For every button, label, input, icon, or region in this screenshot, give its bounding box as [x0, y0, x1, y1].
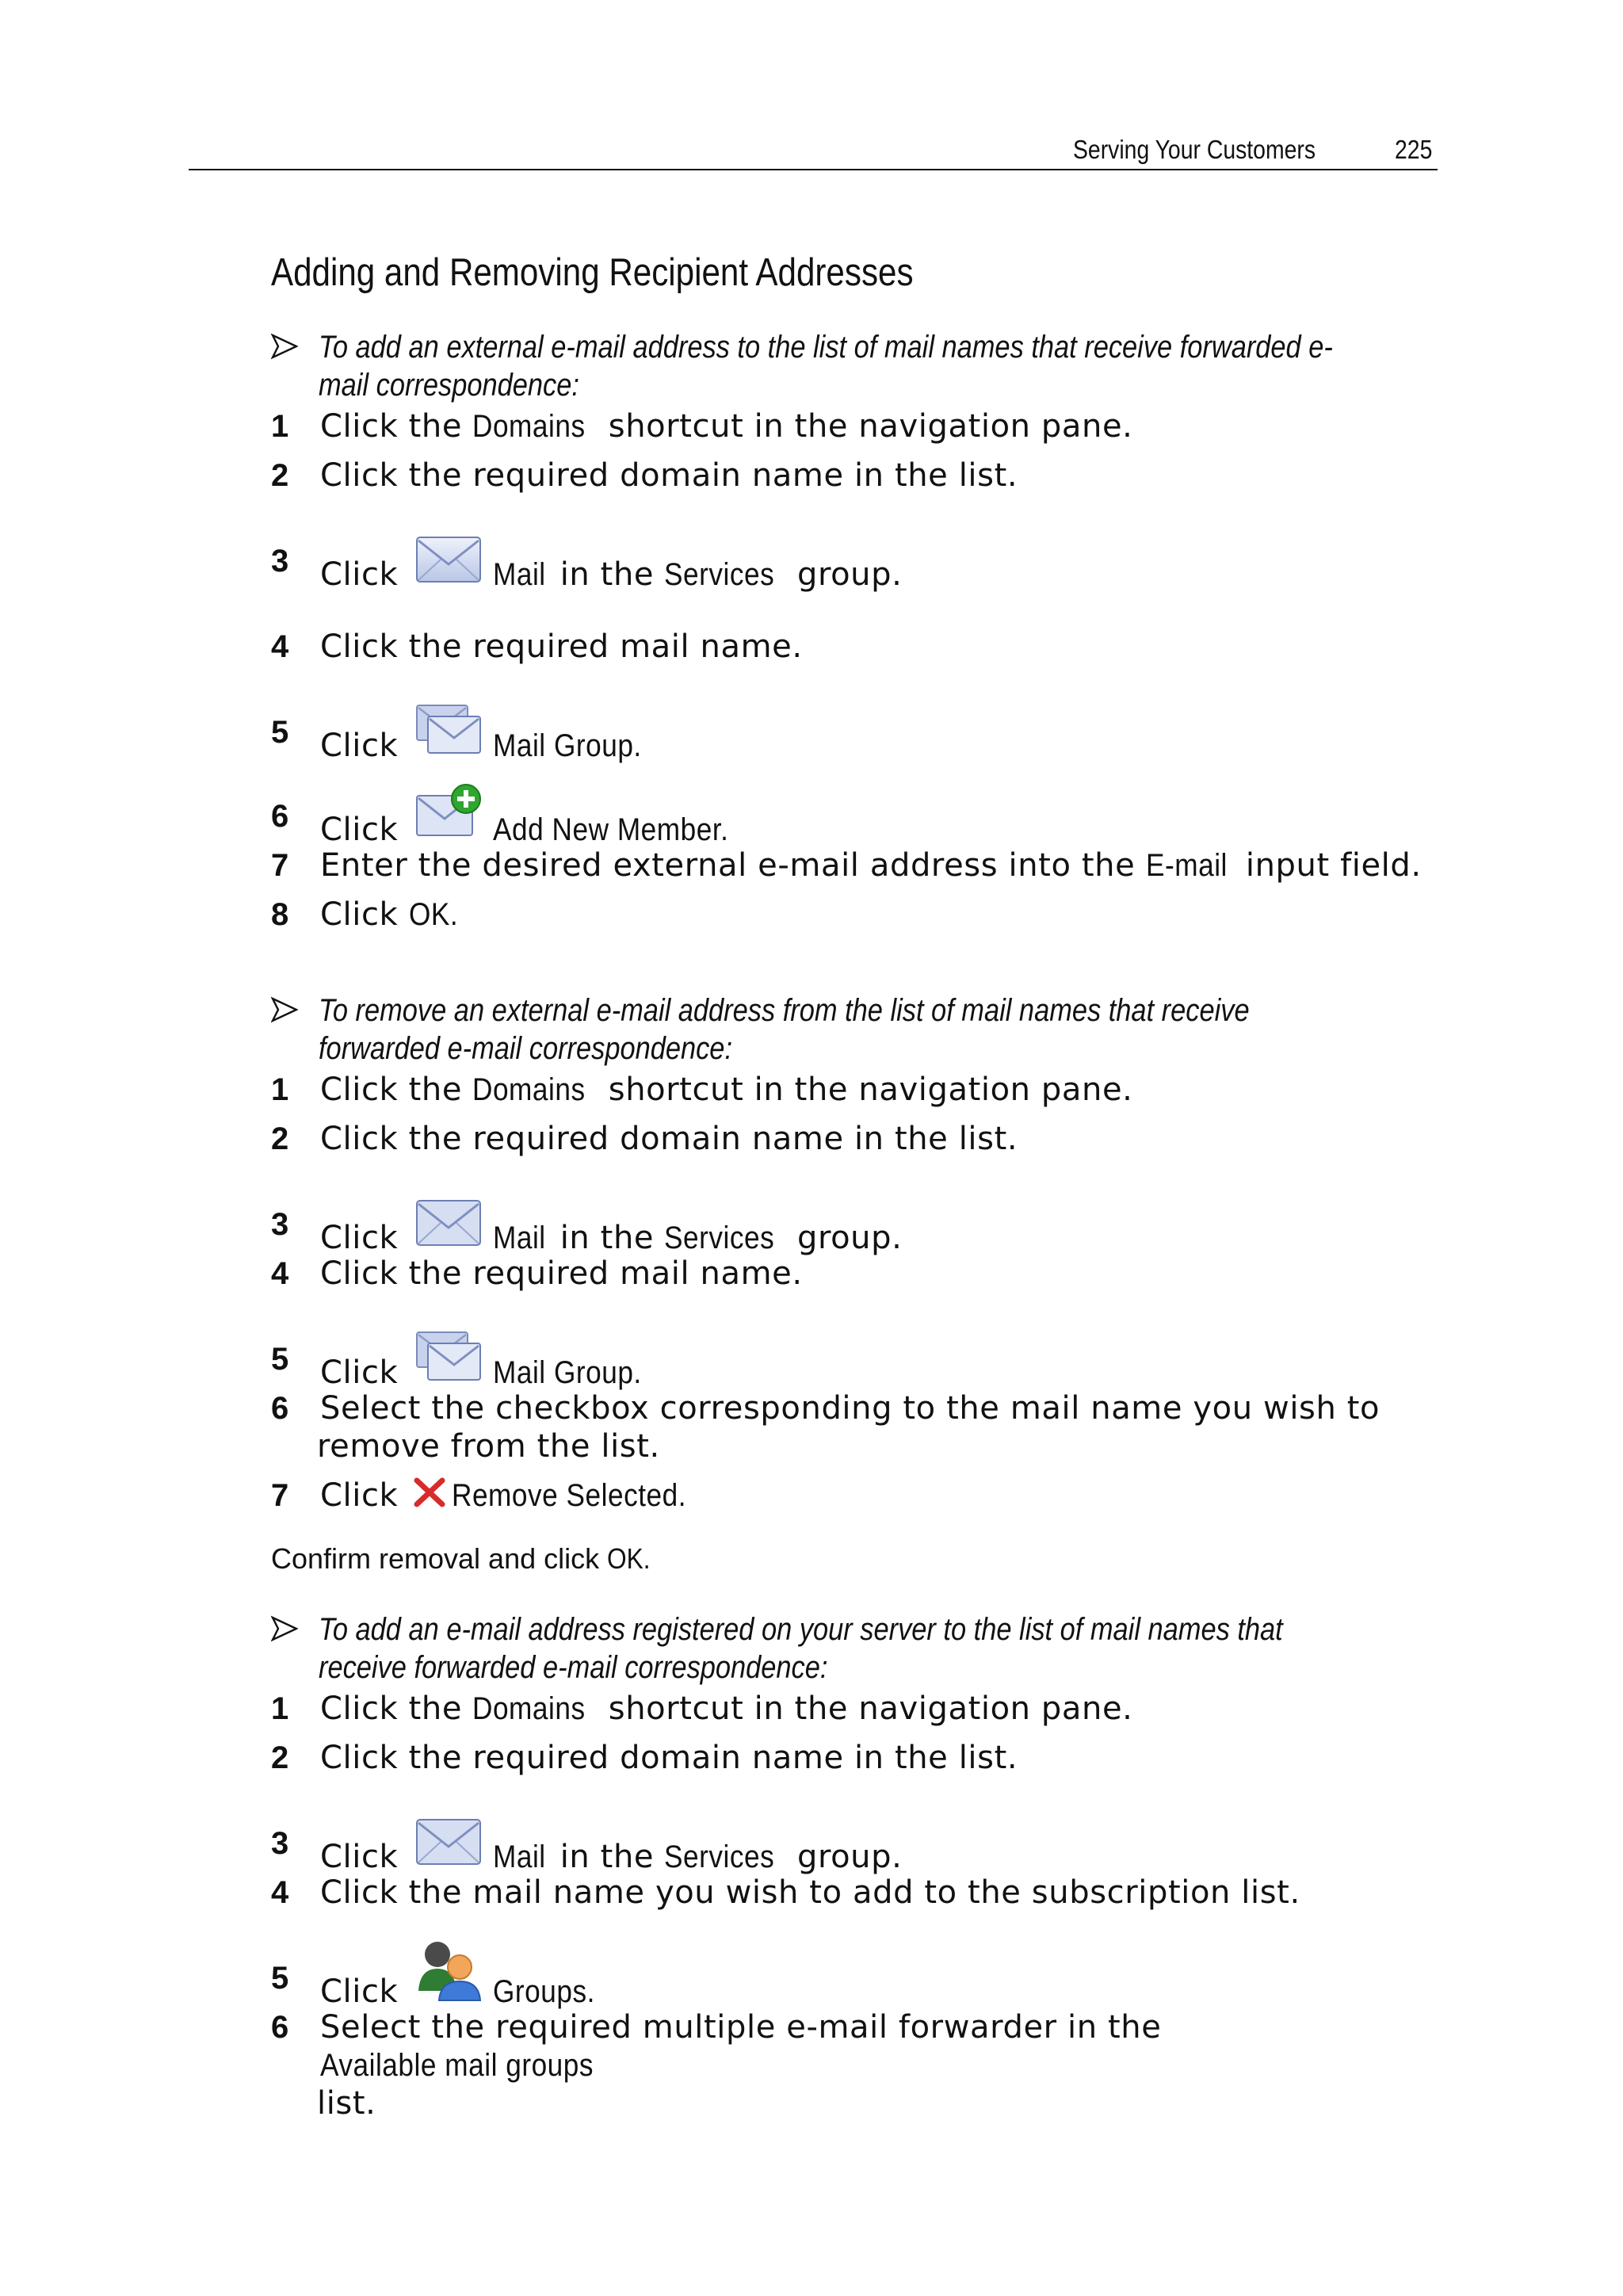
step — [271, 1739, 1436, 1788]
step — [271, 1874, 1436, 1923]
step-number: 4 — [271, 1256, 289, 1291]
step-number: 2 — [271, 1740, 289, 1775]
ui-label-mail-group: Mail Group. — [492, 728, 642, 763]
step-number: 2 — [271, 1121, 289, 1156]
step — [271, 1824, 1436, 1874]
note-text: Confirm removal and click — [271, 1542, 608, 1575]
step — [271, 628, 1436, 677]
ui-label-services: Services — [664, 557, 775, 592]
step — [271, 896, 1436, 945]
procedure-title-line: To add an e-mail address registered on your server to the list of mail names that — [319, 1612, 1283, 1647]
ui-label-mail: Mail — [492, 1221, 546, 1255]
step-text: Click — [320, 728, 409, 764]
step-text: in the — [549, 1839, 665, 1875]
step-text: Click — [320, 556, 409, 593]
mail-icon — [415, 542, 485, 586]
step-text: Enter the desired external e-mail address into the — [320, 847, 1146, 884]
step-number: 4 — [271, 1875, 289, 1910]
ui-label-available-mail-groups: Available mail groups — [320, 2048, 594, 2083]
step-text: group. — [786, 1220, 903, 1256]
procedure-add-external — [271, 328, 1436, 945]
ui-label-services: Services — [664, 1221, 775, 1255]
step-text: Click — [320, 1477, 409, 1514]
ui-label-mail: Mail — [492, 557, 546, 592]
ui-label-ok: OK. — [607, 1542, 651, 1575]
step-number: 6 — [271, 799, 289, 834]
step-text: Click the required domain name in the list. — [320, 457, 1018, 494]
step-number: 3 — [271, 1207, 289, 1242]
step-text: Click — [320, 1973, 409, 2010]
mail-icon — [415, 1824, 485, 1869]
ui-label-email: E-mail — [1145, 848, 1228, 883]
step-number: 3 — [271, 1826, 289, 1861]
ui-label-mail: Mail — [492, 1839, 546, 1874]
step-number: 4 — [271, 629, 289, 664]
step — [271, 1959, 1436, 2008]
step-text: group. — [786, 1839, 903, 1875]
ui-label-domains: Domains — [472, 1072, 586, 1107]
step-text: Select the required multiple e-mail forwarder in the — [320, 2009, 1162, 2046]
add-member-icon — [415, 797, 485, 842]
header-rule — [189, 169, 1438, 170]
step-text: Click — [320, 812, 409, 848]
step-text: Click — [320, 1354, 409, 1391]
section-title: Adding and Removing Recipient Addresses — [271, 251, 914, 294]
step-number: 3 — [271, 544, 289, 579]
ui-label-services: Services — [664, 1839, 775, 1874]
step-number: 1 — [271, 1072, 289, 1107]
arrow-bullet-icon — [271, 333, 298, 360]
step-text: Click the — [320, 1072, 473, 1108]
step-text: Select the checkbox corresponding to the mail name you wish to — [320, 1390, 1381, 1427]
step-number: 6 — [271, 2010, 289, 2045]
step-text: input field. — [1235, 847, 1422, 884]
step — [271, 407, 1436, 457]
step — [271, 1340, 1436, 1389]
step — [271, 1120, 1436, 1169]
step-text: group. — [786, 556, 903, 593]
step-text: Click — [320, 896, 409, 933]
procedure-title-line: To add an external e-mail address to the list of mail names that receive forwarded e- — [319, 330, 1333, 365]
step-number: 1 — [271, 409, 289, 444]
procedure-remove-external — [271, 991, 1436, 1526]
step — [271, 1255, 1436, 1304]
step-number: 1 — [271, 1691, 289, 1726]
step — [271, 1205, 1436, 1255]
step — [271, 846, 1436, 896]
step — [271, 1477, 1436, 1526]
mail-group-icon — [415, 713, 485, 758]
remove-icon — [414, 1477, 449, 1509]
step — [271, 797, 1436, 846]
step-number: 5 — [271, 715, 289, 750]
procedure-title-line: To remove an external e-mail address from the list of mail names that receive — [319, 993, 1250, 1028]
ui-label-add-new-member: Add New Member. — [492, 812, 729, 847]
step-number: 8 — [271, 897, 289, 932]
procedure-title — [271, 328, 1436, 407]
step-text: remove from the list. — [317, 1428, 660, 1465]
step-text: Click — [320, 1220, 409, 1256]
step-text: shortcut in the navigation pane. — [598, 1690, 1133, 1727]
step — [271, 1071, 1436, 1120]
step-text: Click the required domain name in the list. — [320, 1740, 1018, 1776]
step-number: 6 — [271, 1391, 289, 1426]
arrow-bullet-icon — [271, 1615, 298, 1642]
procedure-add-registered — [271, 1610, 1436, 2122]
confirm-note — [271, 1542, 653, 1576]
ui-label-domains: Domains — [472, 409, 586, 444]
mail-icon — [415, 1205, 485, 1250]
step-text: Click the required domain name in the list. — [320, 1121, 1018, 1157]
ui-label-mail-group: Mail Group. — [492, 1355, 642, 1390]
step-number: 7 — [271, 1478, 289, 1513]
step-text: shortcut in the navigation pane. — [598, 408, 1133, 445]
step — [271, 1690, 1436, 1739]
step-number: 2 — [271, 458, 289, 493]
ui-label-groups: Groups. — [492, 1974, 595, 2009]
step — [271, 506, 1436, 591]
step — [271, 713, 1436, 762]
page-number: 225 — [1395, 135, 1433, 164]
step-text: in the — [549, 556, 665, 593]
step-text: Click the required mail name. — [320, 1255, 803, 1292]
step — [271, 2008, 1436, 2122]
step-text: Click the required mail name. — [320, 628, 803, 665]
step-text: list. — [317, 2085, 376, 2122]
step — [271, 457, 1436, 506]
step-text: Click the — [320, 1690, 473, 1727]
step-number: 5 — [271, 1342, 289, 1377]
step — [271, 1389, 1436, 1477]
ui-label-ok: OK. — [408, 897, 458, 932]
step-text: Click the mail name you wish to add to the subscription list. — [320, 1874, 1300, 1911]
procedure-title-line: mail correspondence: — [319, 368, 579, 403]
ui-label-remove-selected: Remove Selected. — [451, 1478, 686, 1513]
step-number: 7 — [271, 848, 289, 883]
step-text: Click — [320, 1839, 409, 1875]
mail-group-icon — [415, 1340, 485, 1385]
groups-icon — [415, 1959, 485, 2004]
procedure-title — [271, 1610, 1436, 1690]
step-number: 5 — [271, 1961, 289, 1996]
step-text: in the — [549, 1220, 665, 1256]
step-text: shortcut in the navigation pane. — [598, 1072, 1133, 1108]
step-text: Click the — [320, 408, 473, 445]
procedure-title-line: receive forwarded e-mail correspondence: — [319, 1650, 828, 1685]
ui-label-domains: Domains — [472, 1691, 586, 1726]
procedure-title-line: forwarded e-mail correspondence: — [319, 1031, 733, 1066]
arrow-bullet-icon — [271, 996, 298, 1023]
procedure-title — [271, 991, 1436, 1071]
running-header: Serving Your Customers — [1073, 135, 1316, 164]
